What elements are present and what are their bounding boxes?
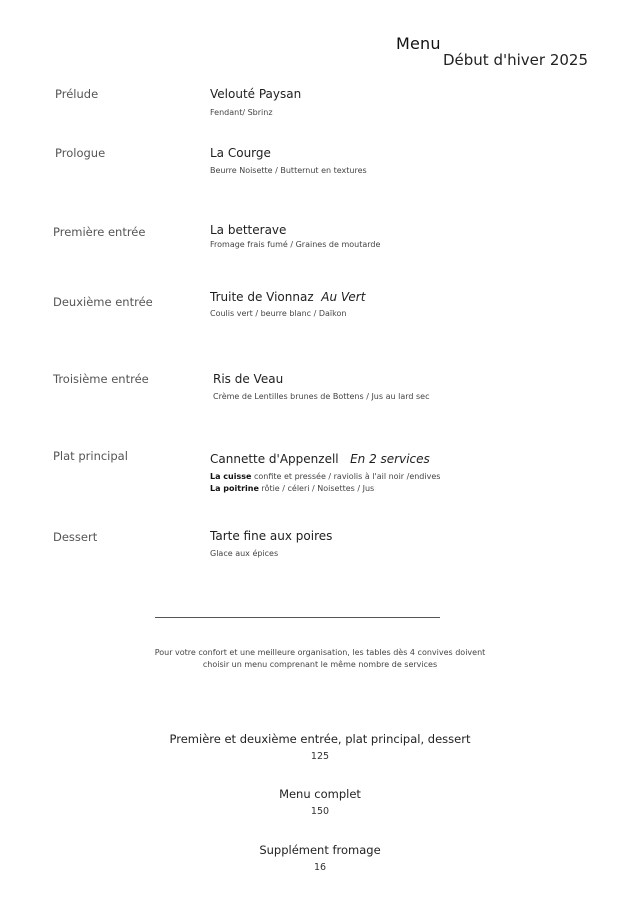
course-label: Plat principal — [53, 449, 128, 463]
dish-title: Truite de Vionnaz — [210, 290, 314, 304]
price-label: Première et deuxième entrée, plat principal, dessert — [169, 732, 471, 746]
price-value: 150 — [310, 806, 330, 817]
dish-description: Fromage frais fumé / Graines de moutarde — [210, 240, 381, 249]
dish-name: Ris de Veau — [213, 372, 284, 386]
price-value: 125 — [310, 751, 330, 762]
description-line — [210, 483, 440, 495]
price-item — [0, 787, 640, 817]
group-policy-note — [100, 647, 540, 670]
dish-name — [210, 290, 365, 304]
course-label: Troisième entrée — [53, 372, 149, 386]
price-item — [0, 732, 640, 762]
note-line: Pour votre confort et une meilleure organisation, les tables dès 4 convives doivent — [154, 648, 486, 657]
course-label: Dessert — [53, 530, 98, 544]
course-label: Première entrée — [53, 225, 146, 239]
dish-description: Fendant/ Sbrinz — [210, 108, 273, 117]
dish-name: La betterave — [210, 223, 287, 237]
price-item — [0, 843, 640, 873]
note-line: choisir un menu comprenant le même nombre de services — [202, 659, 438, 669]
description-line — [210, 471, 440, 483]
course-label: Deuxième entrée — [53, 295, 153, 309]
price-label: Supplément fromage — [259, 843, 381, 857]
menu-season: Début d'hiver 2025 — [443, 51, 588, 69]
dish-name: Tarte fine aux poires — [210, 529, 333, 543]
dish-style: Au Vert — [321, 290, 366, 304]
menu-title: Menu — [396, 34, 441, 53]
description-part: rôtie / céleri / Noisettes / Jus — [258, 484, 375, 493]
dish-description: Glace aux épices — [210, 549, 279, 558]
dish-name — [210, 452, 430, 466]
dish-style: En 2 services — [350, 452, 430, 466]
divider-line — [155, 617, 440, 618]
course-label: Prologue — [55, 146, 106, 160]
dish-title: Cannette d'Appenzell — [210, 452, 339, 466]
course-label: Prélude — [55, 87, 99, 101]
price-label: Menu complet — [279, 787, 361, 801]
dish-description: Coulis vert / beurre blanc / Daïkon — [210, 309, 347, 318]
dish-description: Beurre Noisette / Butternut en textures — [210, 166, 367, 175]
dish-name: La Courge — [210, 146, 271, 160]
price-value: 16 — [313, 862, 327, 873]
description-part-bold: La poitrine — [210, 484, 259, 493]
description-part-bold: La cuisse — [210, 472, 252, 481]
dish-description — [210, 471, 440, 495]
dish-name: Velouté Paysan — [210, 87, 302, 101]
description-part: confite et pressée / raviolis à l'ail noir /endives — [251, 472, 441, 481]
dish-description: Crème de Lentilles brunes de Bottens / Jus au lard sec — [213, 392, 430, 401]
